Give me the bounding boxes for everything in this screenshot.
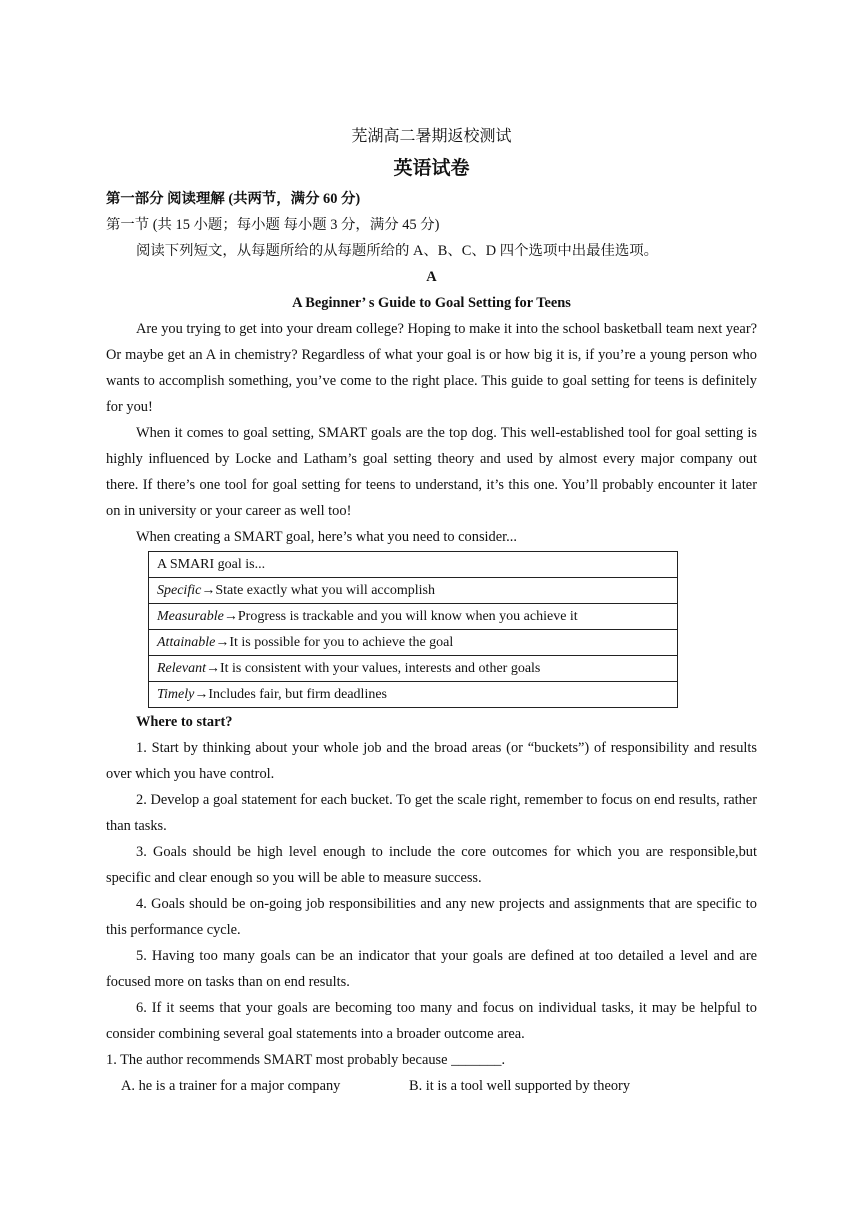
- school-title: 芜湖高二暑期返校测试: [351, 128, 512, 145]
- table-row: [149, 604, 678, 630]
- option-a: A. he is a trainer for a major company: [121, 1078, 341, 1094]
- table-row: [149, 656, 678, 682]
- smart-table: [148, 551, 678, 708]
- part-heading: 第一部分 阅读理解 (共两节，满分 60 分): [106, 191, 361, 207]
- paragraph: Are you trying to get into your dream college? Hoping to make it into the school basketball team next year? Or maybe get an A in chemistry? Regardless of what your goal is or how big it is, if you’re a young person who wants to accomplish something, you’ve come to the right place. This guide to goal setting for teens is definitely for you!: [106, 321, 757, 415]
- smart-term: Timely: [157, 687, 195, 702]
- paragraph: When it comes to goal setting, SMART goals are the top dog. This well-established tool for goal setting is highly influenced by Locke and Latham’s goal setting theory and used by almost every major company out there. If there’s one tool for goal setting for teens to understand, it’s this one. You’ll probably encounter it later on in university or your career as well too!: [106, 425, 757, 519]
- table-intro: When creating a SMART goal, here’s what you need to consider...: [136, 529, 517, 545]
- table-cell: [149, 630, 678, 656]
- step-item: 5. Having too many goals can be an indicator that your goals are defined at too detailed a level and are focused more on tasks than on end results.: [106, 948, 757, 990]
- passage-letter: A: [426, 269, 437, 285]
- smart-term: Relevant: [157, 661, 206, 676]
- section-heading: 第一节 (共 15 小题；每小题 每小题 3 分，满分 45 分): [106, 217, 440, 233]
- step-item: 3. Goals should be high level enough to include the core outcomes for which you are responsible,but specific and clear enough so you will be able to measure success.: [106, 844, 757, 886]
- smart-desc: →State exactly what you will accomplish: [201, 583, 435, 598]
- where-heading: Where to start?: [136, 714, 233, 730]
- step-item: 6. If it seems that your goals are becoming too many and focus on individual tasks, it may be helpful to consider combining several goal statements into a broader outcome area.: [106, 1000, 757, 1042]
- question-options: [106, 1073, 757, 1099]
- passage-title: A Beginner’ s Guide to Goal Setting for Teens: [292, 295, 571, 311]
- step-item: 2. Develop a goal statement for each bucket. To get the scale right, remember to focus on end results, rather than tasks.: [106, 792, 757, 834]
- smart-desc: →Progress is trackable and you will know when you achieve it: [223, 609, 578, 624]
- table-row: [149, 682, 678, 708]
- smart-desc: →Includes fair, but firm deadlines: [194, 687, 388, 702]
- table-row: [149, 552, 678, 578]
- question-stem: 1. The author recommends SMART most probably because _______.: [106, 1052, 506, 1068]
- exam-page: [106, 122, 757, 1099]
- smart-term: Specific: [157, 583, 202, 598]
- table-row: [149, 578, 678, 604]
- paper-title: 英语试卷: [393, 158, 470, 179]
- table-cell: [149, 656, 678, 682]
- table-cell: [149, 682, 678, 708]
- table-header-cell: A SMARI goal is...: [149, 552, 678, 578]
- step-item: 1. Start by thinking about your whole job and the broad areas (or “buckets”) of responsibility and results over which you have control.: [106, 740, 757, 782]
- smart-desc: →It is possible for you to achieve the goal: [215, 635, 454, 650]
- smart-desc: →It is consistent with your values, interests and other goals: [205, 661, 541, 676]
- table-row: [149, 630, 678, 656]
- option-b: B. it is a tool well supported by theory: [409, 1078, 631, 1094]
- table-cell: [149, 604, 678, 630]
- smart-term: Attainable: [157, 635, 216, 650]
- instruction-text: 阅读下列短文，从每题所给的从每题所给的 A、B、C、D 四个选项中出最佳选项。: [136, 243, 659, 259]
- table-cell: [149, 578, 678, 604]
- step-item: 4. Goals should be on-going job responsibilities and any new projects and assignments that are specific to this performance cycle.: [106, 896, 757, 938]
- smart-term: Measurable: [157, 609, 224, 624]
